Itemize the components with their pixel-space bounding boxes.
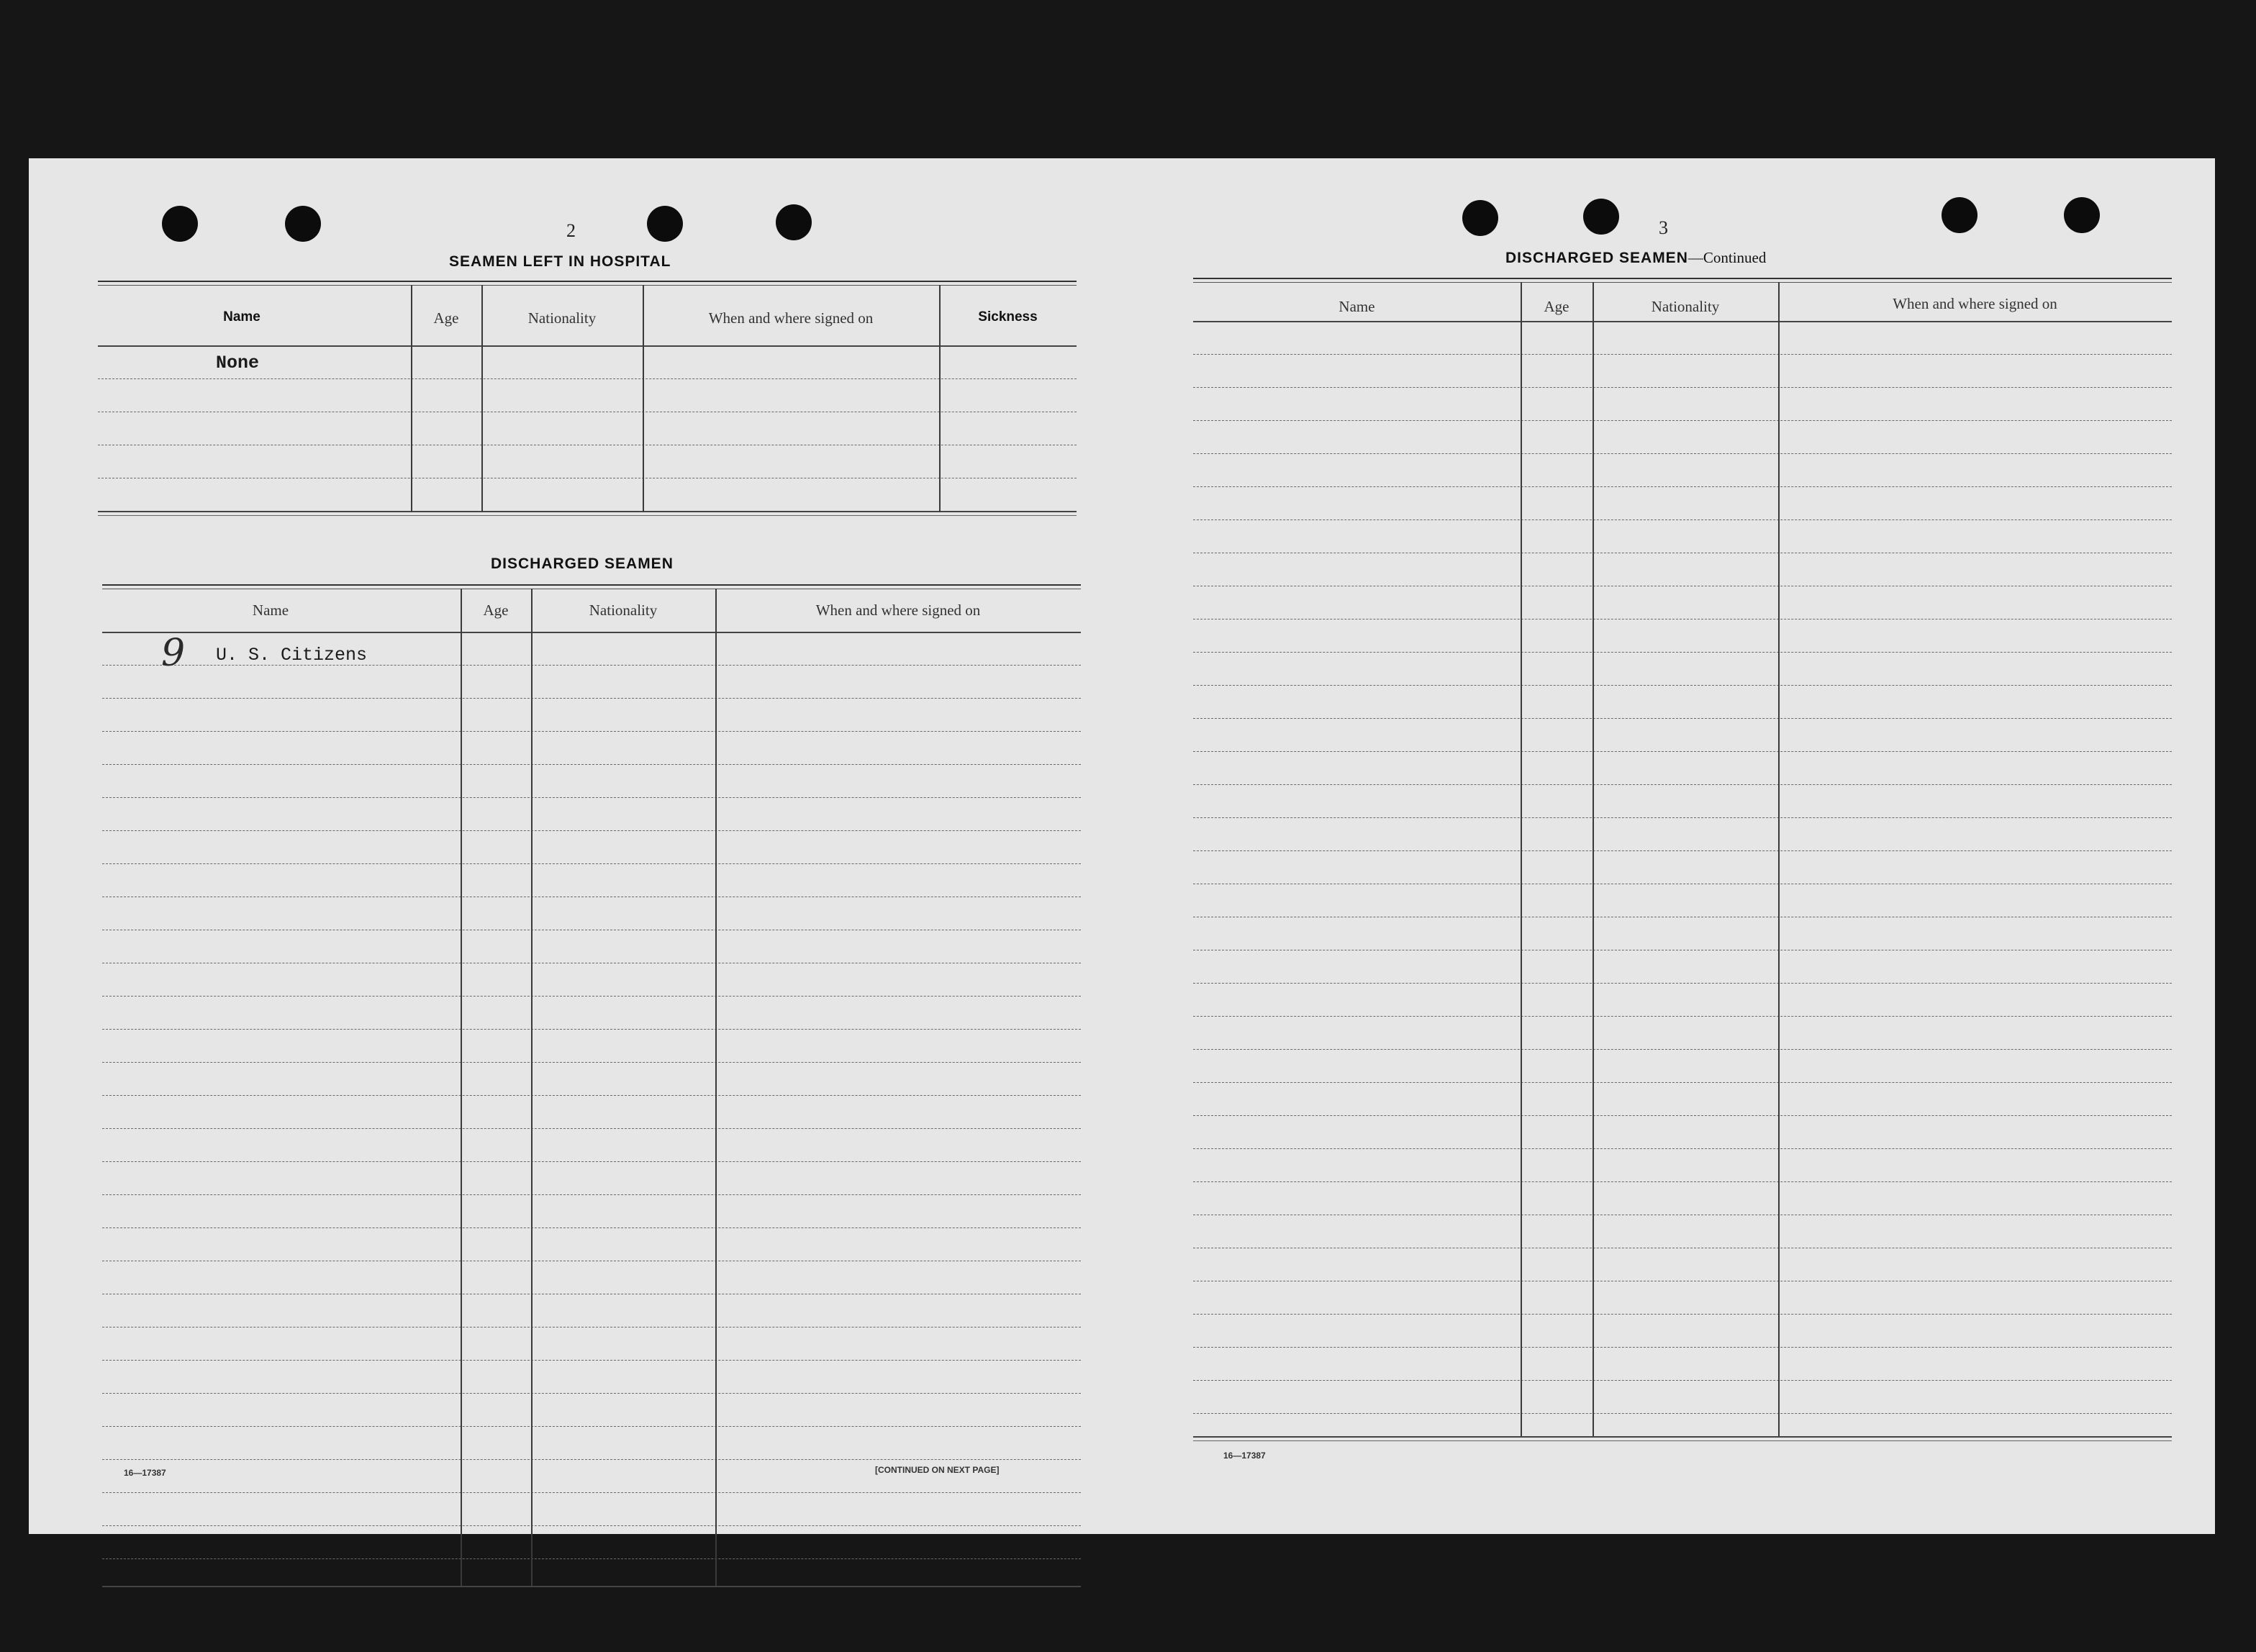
table-row: [1193, 486, 2172, 487]
table-row: [102, 764, 1081, 765]
title-text: DISCHARGED SEAMEN: [1505, 250, 1688, 266]
table-row: [1193, 1049, 2172, 1050]
table-row: [102, 1029, 1081, 1030]
table-row: [1193, 1181, 2172, 1182]
table-row: [102, 1062, 1081, 1063]
column-header-age: Age: [483, 602, 509, 619]
table-row: [1193, 784, 2172, 785]
column-header-signed-on: When and where signed on: [1893, 295, 2057, 312]
table-row: [1193, 519, 2172, 520]
continued-note: [CONTINUED ON NEXT PAGE]: [875, 1465, 1000, 1475]
column-divider: [481, 285, 483, 512]
table-row: [102, 1360, 1081, 1361]
column-header-nationality: Nationality: [1651, 298, 1720, 315]
table-row: [102, 1393, 1081, 1394]
column-header-nationality: Nationality: [589, 602, 658, 619]
table-rule: [98, 511, 1077, 512]
column-divider: [715, 589, 717, 1586]
column-divider: [643, 285, 644, 512]
table-rule: [98, 281, 1077, 282]
table-row: [102, 1194, 1081, 1195]
table-row: [1193, 1016, 2172, 1017]
discharged-section-title: DISCHARGED SEAMEN: [491, 555, 674, 572]
table-row: [102, 1558, 1081, 1559]
column-divider: [461, 589, 462, 1586]
table-row: [1193, 850, 2172, 851]
document-sheet: [29, 158, 2215, 1534]
column-header-nationality: Nationality: [527, 309, 597, 327]
column-divider: [531, 589, 533, 1586]
punch-hole: [1583, 199, 1619, 235]
column-divider: [411, 285, 412, 512]
hospital-entry-name: None: [216, 353, 260, 373]
hospital-table: [98, 281, 1077, 554]
table-row: [102, 1095, 1081, 1096]
table-row: [1193, 1314, 2172, 1315]
hospital-section-title: SEAMEN LEFT IN HOSPITAL: [449, 253, 671, 270]
column-header-age: Age: [433, 309, 459, 327]
punch-hole: [285, 206, 321, 242]
table-row: [1193, 420, 2172, 421]
table-row: [102, 863, 1081, 864]
table-rule: [1193, 1436, 2172, 1438]
table-row: [1193, 1347, 2172, 1348]
table-row: [102, 1128, 1081, 1129]
table-row: [1193, 387, 2172, 388]
handwritten-count: 9: [161, 632, 186, 675]
title-suffix: —Continued: [1688, 249, 1767, 266]
table-row: [1193, 718, 2172, 719]
table-row: [1193, 983, 2172, 984]
column-divider: [1778, 282, 1780, 1436]
page-number: 2: [566, 220, 576, 241]
table-row: [102, 996, 1081, 997]
page-number: 3: [1659, 217, 1668, 238]
table-row: [102, 1426, 1081, 1427]
table-row: [1193, 1413, 2172, 1414]
table-rule: [98, 285, 1077, 286]
table-row: [1193, 685, 2172, 686]
form-number: 16—17387: [124, 1468, 166, 1478]
table-rule: [1193, 278, 2172, 279]
table-row: [1193, 1380, 2172, 1381]
table-row: [102, 1227, 1081, 1228]
table-row: [102, 731, 1081, 732]
table-row: [102, 1161, 1081, 1162]
table-row: [102, 1492, 1081, 1493]
column-header-name: Name: [223, 309, 261, 324]
table-rule: [98, 345, 1077, 347]
column-divider: [1593, 282, 1594, 1436]
table-row: [1193, 453, 2172, 454]
punch-hole: [647, 206, 683, 242]
table-row: [102, 1459, 1081, 1460]
table-row: [1193, 619, 2172, 620]
discharged-continued-title: [1505, 249, 1766, 267]
table-row: [102, 830, 1081, 831]
discharged-entry-name: U. S. Citizens: [216, 645, 368, 666]
table-rule: [102, 584, 1081, 586]
table-row: [102, 698, 1081, 699]
table-row: [1193, 1082, 2172, 1083]
table-row: [1193, 751, 2172, 752]
punch-hole: [1942, 197, 1978, 233]
table-row: [102, 1327, 1081, 1328]
table-row: [1193, 1148, 2172, 1149]
column-header-sickness: Sickness: [978, 309, 1038, 324]
punch-hole: [162, 206, 198, 242]
punch-hole: [2064, 197, 2100, 233]
column-header-signed-on: When and where signed on: [708, 309, 874, 327]
table-rule: [1193, 321, 2172, 322]
table-rule: [98, 515, 1077, 516]
table-row: [102, 797, 1081, 798]
column-header-name: Name: [252, 602, 289, 619]
table-rule: [102, 1586, 1081, 1587]
punch-hole: [776, 204, 812, 240]
column-divider: [939, 285, 941, 512]
table-rule: [1193, 282, 2172, 283]
column-header-name: Name: [1338, 298, 1375, 315]
table-row: [1193, 817, 2172, 818]
table-row: [1193, 354, 2172, 355]
table-row: [98, 378, 1077, 379]
column-divider: [1521, 282, 1522, 1436]
table-row: [102, 1525, 1081, 1526]
table-rule: [102, 632, 1081, 633]
table-row: [1193, 1115, 2172, 1116]
table-row: [1193, 652, 2172, 653]
discharged-continued-table: [1193, 278, 2172, 1458]
punch-hole: [1462, 200, 1498, 236]
column-header-age: Age: [1544, 298, 1569, 315]
column-header-signed-on: When and where signed on: [815, 602, 981, 619]
form-number: 16—17387: [1223, 1451, 1266, 1461]
table-rule: [1193, 1440, 2172, 1441]
